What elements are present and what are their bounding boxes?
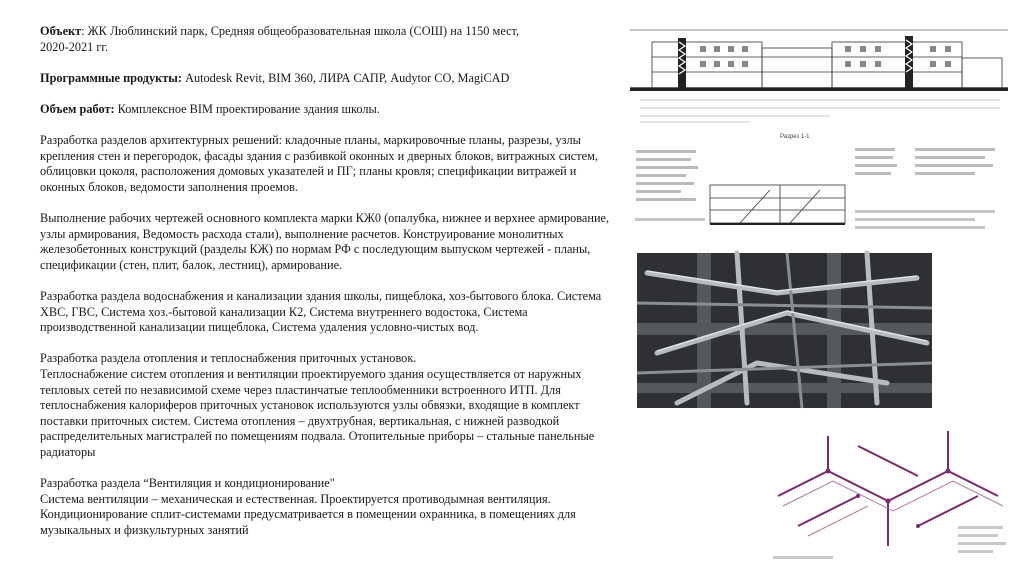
drawing-caption: Разрез 1-1 <box>780 134 810 140</box>
structural-paragraph: Выполнение рабочих чертежей основного комплекта марки КЖ0 (опалубка, нижнее и верхнее армирование, узлы армирования, Ведомость расхода стали), выполнение расчетов. Конструирование монолитных железобетонных конструкций (разделы КЖ) по нормам РФ с последующим выпуском чертежей - планы, спецификации (стен, плит, балок, лестниц), армирование. <box>40 211 610 272</box>
heating-body: Теплоснабжение систем отопления и вентиляции проектируемого здания осуществляется от наружных тепловых сетей по независимой схеме через пластинчатые теплообменники встроенного ИТП. Для теплоснабжения калориферов приточных установок используются узлы обвязки, входящие в комплект поставки приточных систем. Система отопления – двухтрубная, вертикальная, с нижней разводкой распределительных магистралей по помещениям подвала. Отопительные приборы – стальные панельные радиаторы <box>40 367 595 460</box>
object-paragraph <box>40 24 615 55</box>
scope-label: Объем работ: <box>40 101 115 116</box>
building-section-drawing <box>630 18 1008 140</box>
project-description <box>40 24 615 554</box>
heating-paragraph <box>40 351 615 460</box>
ventilation-paragraph <box>40 476 615 538</box>
ventilation-body: Система вентиляции – механическая и естественная. Проектируется противодымная вентиляция. Кондиционирование сплит-системами предусматривается в помещении охранника, в помещениях для музыкальных и физкультурных занятий <box>40 491 576 537</box>
architecture-paragraph: Разработка разделов архитектурных решений: кладочные планы, маркировочные планы, разрезы, узлы крепления стен и перегородок, фасады здания с разбивкой оконных и дверных блоков, витражных систем, облицовки цоколя, расположения домовых указателей и ПГ; планы кровля; спецификации витражей и оконных блоков, ведомости заполнения проемов. <box>40 133 598 194</box>
software-label: Программные продукты: <box>40 70 183 85</box>
object-years: 2020-2021 гг. <box>40 39 109 54</box>
water-paragraph: Разработка раздела водоснабжения и канализации здания школы, пищеблока, хоз-бытового блока. Система ХВС, ГВС, Система хоз.-бытовой канализации К2, Система внутреннего водостока, Система производственной канализации пищеблока, Система удаления условно-чистых вод. <box>40 289 602 335</box>
pipes-3d-render <box>637 253 932 408</box>
ventilation-title: Разработка раздела “Вентиляция и кондиционирование" <box>40 476 335 491</box>
heating-title: Разработка раздела отопления и теплоснабжения приточных установок. <box>40 351 417 366</box>
scope-text: Комплексное BIM проектирование здания школы. <box>114 101 380 116</box>
software-paragraph <box>40 71 615 87</box>
software-text: Autodesk Revit, BIM 360, ЛИРА САПР, Audytor CO, MagiCAD <box>182 70 510 85</box>
object-label: Объект <box>40 24 82 38</box>
section-drawing-with-notes <box>630 140 1008 240</box>
object-text: : ЖК Люблинский парк, Средняя общеобразовательная школа (СОШ) на 1150 мест, <box>81 24 520 38</box>
pipes-isometric-diagram <box>768 416 1014 566</box>
scope-paragraph <box>40 102 615 118</box>
